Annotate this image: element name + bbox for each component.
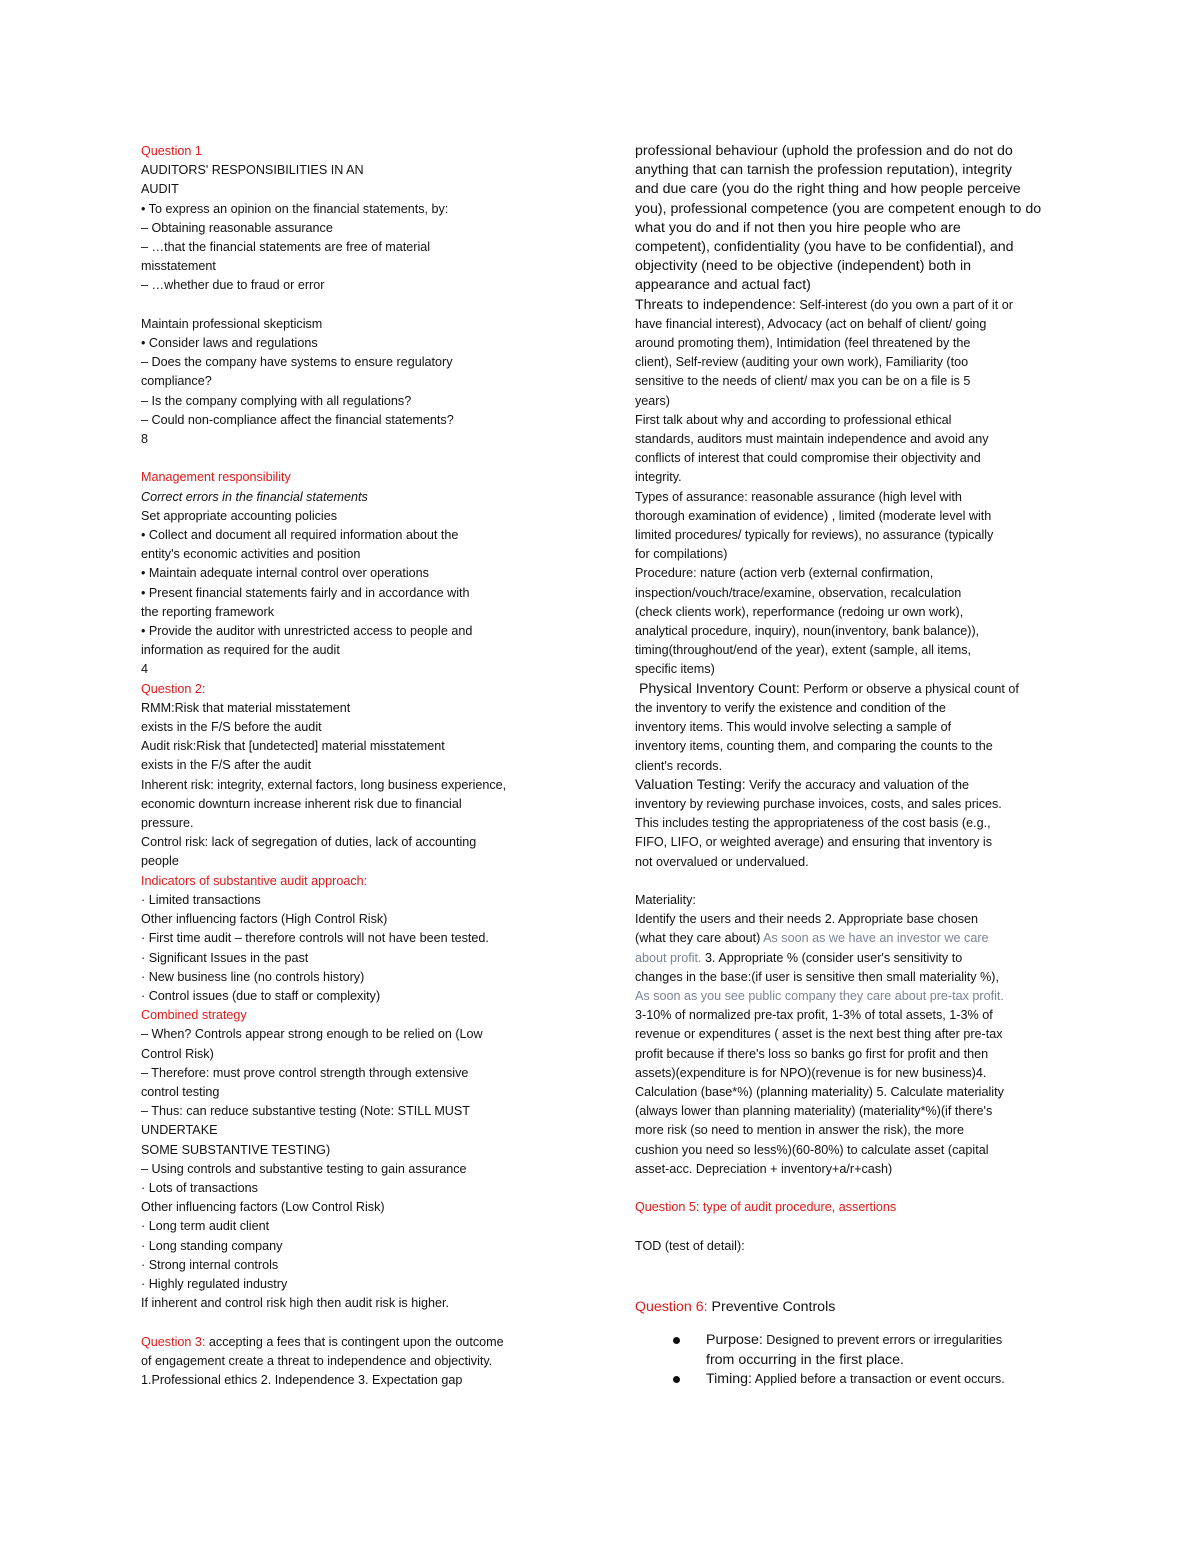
text-line: Identify the users and their needs 2. Appropriate base chosen bbox=[635, 912, 979, 927]
text-line: competent), confidentiality (you have to be confidential), and bbox=[635, 239, 1014, 256]
text-line: integrity. bbox=[635, 470, 682, 485]
text-line: · New business line (no controls history) bbox=[141, 969, 365, 984]
text-line: · First time audit – therefore controls will not have been tested. bbox=[141, 931, 489, 946]
text-line bbox=[141, 1333, 571, 1352]
text-line: inventory by reviewing purchase invoices, costs, and sales prices. bbox=[635, 796, 1002, 811]
text-line bbox=[635, 776, 1065, 795]
text-line: Materiality: bbox=[635, 892, 696, 907]
text-line bbox=[635, 296, 1065, 315]
text-line: Combined strategy bbox=[141, 1008, 247, 1023]
text-line bbox=[635, 949, 1065, 968]
text-line: asset-acc. Depreciation + inventory+a/r+cash) bbox=[635, 1161, 893, 1176]
text-line: conflicts of interest that could compromise their objectivity and bbox=[635, 451, 981, 466]
text-line: changes in the base:(if user is sensitive then small materiality %), bbox=[635, 969, 999, 984]
text-line: • Present financial statements fairly and in accordance with bbox=[141, 585, 470, 600]
text-line: Calculation (base*%) (planning materiality) 5. Calculate materiality bbox=[635, 1084, 1004, 1099]
text-line: you), professional competence (you are competent enough to do bbox=[635, 200, 1042, 217]
text-segment: Perform or observe a physical count of bbox=[799, 681, 1019, 696]
text-line: Question 2: bbox=[141, 681, 206, 696]
text-line: not overvalued or undervalued. bbox=[635, 854, 809, 869]
text-line: for compilations) bbox=[635, 547, 728, 562]
left-column bbox=[141, 142, 571, 1390]
right-text-block bbox=[635, 142, 1065, 1294]
text-line: Control risk: lack of segregation of duties, lack of accounting bbox=[141, 835, 477, 850]
text-line: (always lower than planning materiality) (materiality*%)(if there's bbox=[635, 1104, 993, 1119]
text-line: economic downturn increase inherent risk due to financial bbox=[141, 796, 462, 811]
text-line: UNDERTAKE bbox=[141, 1123, 218, 1138]
text-segment: Threats to independence: bbox=[635, 296, 796, 313]
text-segment: (what they care about) bbox=[635, 931, 761, 946]
text-line: cushion you need so less%)(60-80%) to calculate asset (capital bbox=[635, 1142, 989, 1157]
text-line: information as required for the audit bbox=[141, 643, 340, 658]
text-line: TOD (test of detail): bbox=[635, 1238, 745, 1253]
text-line: – Is the company complying with all regulations? bbox=[141, 393, 412, 408]
text-line: · Lots of transactions bbox=[141, 1180, 258, 1195]
blank-line bbox=[635, 1256, 1065, 1275]
blank-line bbox=[141, 296, 571, 315]
bullet-icon bbox=[673, 1376, 680, 1383]
text-line: Management responsibility bbox=[141, 470, 291, 485]
text-line: Procedure: nature (action verb (external confirmation, bbox=[635, 566, 934, 581]
text-line: standards, auditors must maintain independence and avoid any bbox=[635, 432, 989, 447]
text-line: – When? Controls appear strong enough to be relied on (Low bbox=[141, 1027, 483, 1042]
text-line: compliance? bbox=[141, 374, 212, 389]
text-line: revenue or expenditures ( asset is the next best thing after pre-tax bbox=[635, 1027, 1003, 1042]
text-line: entity's economic activities and position bbox=[141, 547, 361, 562]
text-line: As soon as you see public company they care about pre-tax profit. bbox=[635, 988, 1004, 1003]
text-line: sensitive to the needs of client/ max you can be on a file is 5 bbox=[635, 374, 971, 389]
text-line: – Could non-compliance affect the financial statements? bbox=[141, 412, 454, 427]
text-segment: As soon as we have an investor we care bbox=[760, 931, 989, 946]
text-line: AUDIT bbox=[141, 182, 179, 197]
text-line: specific items) bbox=[635, 662, 715, 677]
text-line: · Control issues (due to staff or complexity) bbox=[141, 988, 381, 1003]
text-line: – …whether due to fraud or error bbox=[141, 278, 325, 293]
text-line: exists in the F/S before the audit bbox=[141, 720, 322, 735]
text-segment: Physical Inventory Count: bbox=[635, 680, 800, 697]
text-line: appearance and actual fact) bbox=[635, 277, 811, 294]
text-line: · Strong internal controls bbox=[141, 1257, 279, 1272]
text-line: the inventory to verify the existence and condition of the bbox=[635, 700, 946, 715]
text-segment: Question 3: bbox=[141, 1334, 206, 1349]
text-line: inventory items, counting them, and comparing the counts to the bbox=[635, 739, 993, 754]
text-segment: Self-interest (do you own a part of it or bbox=[795, 297, 1013, 312]
text-line: · Long standing company bbox=[141, 1238, 283, 1253]
text-line: years) bbox=[635, 393, 670, 408]
text-line: analytical procedure, inquiry), noun(inventory, bank balance)), bbox=[635, 624, 980, 639]
text-line: – Thus: can reduce substantive testing (Note: STILL MUST bbox=[141, 1104, 470, 1119]
text-line: (check clients work), reperformance (redoing ur own work), bbox=[635, 604, 964, 619]
question6-label: Question 6 bbox=[635, 1299, 704, 1316]
text-line: objectivity (need to be objective (independent) both in bbox=[635, 258, 971, 275]
text-line: Maintain professional skepticism bbox=[141, 316, 323, 331]
text-line: exists in the F/S after the audit bbox=[141, 758, 312, 773]
text-line: FIFO, LIFO, or weighted average) and ensuring that inventory is bbox=[635, 835, 992, 850]
text-line: Indicators of substantive audit approach: bbox=[141, 873, 368, 888]
text-line: Control Risk) bbox=[141, 1046, 214, 1061]
text-line: Other influencing factors (High Control Risk) bbox=[141, 912, 388, 927]
text-line: profit because if there's loss so banks go first for profit and then bbox=[635, 1046, 989, 1061]
text-line: the reporting framework bbox=[141, 604, 274, 619]
blank-line bbox=[141, 449, 571, 468]
text-line: what you do and if not then you hire people who are bbox=[635, 219, 961, 236]
blank-line bbox=[635, 1179, 1065, 1198]
text-line bbox=[635, 680, 1065, 699]
text-line: – …that the financial statements are free of material bbox=[141, 240, 431, 255]
text-line: pressure. bbox=[141, 816, 194, 831]
text-line: 3-10% of normalized pre-tax profit, 1-3% of total assets, 1-3% of bbox=[635, 1008, 993, 1023]
right-column bbox=[635, 142, 1065, 1389]
blank-line bbox=[635, 872, 1065, 891]
purpose-text: Designed to prevent errors or irregularities bbox=[762, 1333, 1003, 1348]
purpose-label: Purpose: bbox=[706, 1332, 763, 1349]
text-line: more risk (so need to mention in answer the risk), the more bbox=[635, 1123, 964, 1138]
text-line: First talk about why and according to professional ethical bbox=[635, 412, 952, 427]
text-segment: accepting a fees that is contingent upon the outcome bbox=[205, 1334, 504, 1349]
text-line: misstatement bbox=[141, 259, 216, 274]
text-line: thorough examination of evidence) , limited (moderate level with bbox=[635, 508, 992, 523]
text-line: professional behaviour (uphold the profession and do not do bbox=[635, 143, 1013, 159]
text-line: Audit risk:Risk that [undetected] material misstatement bbox=[141, 739, 445, 754]
text-line bbox=[635, 929, 1065, 948]
text-line: control testing bbox=[141, 1084, 220, 1099]
text-line: limited procedures/ typically for reviews), no assurance (typically bbox=[635, 528, 994, 543]
bullet-icon bbox=[673, 1337, 680, 1344]
controls-bullet-list bbox=[635, 1331, 1065, 1389]
text-line: · Limited transactions bbox=[141, 892, 261, 907]
text-line: Other influencing factors (Low Control Risk) bbox=[141, 1200, 385, 1215]
text-line: inventory items. This would involve selecting a sample of bbox=[635, 720, 952, 735]
timing-text: Applied before a transaction or event occurs. bbox=[751, 1371, 1005, 1386]
text-line: around promoting them), Intimidation (feel threatened by the bbox=[635, 336, 971, 351]
text-line: AUDITORS' RESPONSIBILITIES IN AN bbox=[141, 163, 364, 178]
text-line: Question 1 bbox=[141, 144, 202, 158]
text-line: assets)(expenditure is for NPO)(revenue is for new business)4. bbox=[635, 1065, 987, 1080]
text-segment: Verify the accuracy and valuation of the bbox=[745, 777, 970, 792]
blank-line bbox=[635, 1217, 1065, 1236]
purpose-text-cont: from occurring in the first place. bbox=[706, 1351, 904, 1368]
text-line: · Long term audit client bbox=[141, 1219, 270, 1234]
text-line: – Using controls and substantive testing to gain assurance bbox=[141, 1161, 467, 1176]
text-line: • Consider laws and regulations bbox=[141, 336, 318, 351]
text-line: – Does the company have systems to ensure regulatory bbox=[141, 355, 453, 370]
timing-label: Timing: bbox=[706, 1370, 752, 1387]
text-line: If inherent and control risk high then audit risk is higher. bbox=[141, 1296, 450, 1311]
text-segment: about profit. bbox=[635, 950, 702, 965]
bullet-item-purpose bbox=[635, 1331, 1065, 1369]
text-line: This includes testing the appropriateness of the cost basis (e.g., bbox=[635, 816, 991, 831]
text-line: • Collect and document all required information about the bbox=[141, 528, 459, 543]
text-line: client), Self-review (auditing your own work), Familiarity (too bbox=[635, 355, 969, 370]
text-line: and due care (you do the right thing and how people perceive bbox=[635, 181, 1021, 198]
text-line: Question 5: type of audit procedure, assertions bbox=[635, 1200, 897, 1215]
text-line: • To express an opinion on the financial statements, by: bbox=[141, 201, 449, 216]
text-line: RMM:Risk that material misstatement bbox=[141, 700, 351, 715]
text-line: anything that can tarnish the profession reputation), integrity bbox=[635, 162, 1012, 179]
text-line: Types of assurance: reasonable assurance (high level with bbox=[635, 489, 962, 504]
text-segment: Valuation Testing: bbox=[635, 776, 746, 793]
text-line: of engagement create a threat to independence and objectivity. bbox=[141, 1353, 493, 1368]
text-line: Inherent risk: integrity, external factors, long business experience, bbox=[141, 777, 507, 792]
bullet-item-timing bbox=[635, 1370, 1065, 1389]
text-line: – Obtaining reasonable assurance bbox=[141, 220, 333, 235]
text-line: · Highly regulated industry bbox=[141, 1276, 288, 1291]
text-line: Set appropriate accounting policies bbox=[141, 508, 338, 523]
question6-title: Preventive Controls bbox=[707, 1299, 836, 1316]
text-line: 8 bbox=[141, 432, 149, 447]
text-line: • Provide the auditor with unrestricted access to people and bbox=[141, 624, 473, 639]
text-line: client's records. bbox=[635, 758, 723, 773]
text-line: 4 bbox=[141, 662, 149, 677]
text-line: • Maintain adequate internal control over operations bbox=[141, 566, 429, 581]
text-line: have financial interest), Advocacy (act on behalf of client/ going bbox=[635, 316, 987, 331]
text-line: – Therefore: must prove control strength through extensive bbox=[141, 1065, 469, 1080]
blank-line bbox=[635, 1275, 1065, 1294]
question6-colon: : bbox=[703, 1299, 708, 1316]
question6-heading bbox=[635, 1298, 1065, 1317]
text-line: Correct errors in the financial statements bbox=[141, 489, 368, 504]
text-segment: 3. Appropriate % (consider user's sensitivity to bbox=[701, 950, 963, 965]
text-line: inspection/vouch/trace/examine, observation, recalculation bbox=[635, 585, 962, 600]
text-line: 1.Professional ethics 2. Independence 3. Expectation gap bbox=[141, 1372, 463, 1387]
text-line: timing(throughout/end of the year), extent (sample, all items, bbox=[635, 643, 971, 658]
text-line: SOME SUBSTANTIVE TESTING) bbox=[141, 1142, 331, 1157]
text-line: · Significant Issues in the past bbox=[141, 950, 309, 965]
blank-line bbox=[141, 1313, 571, 1332]
text-line: people bbox=[141, 854, 179, 869]
